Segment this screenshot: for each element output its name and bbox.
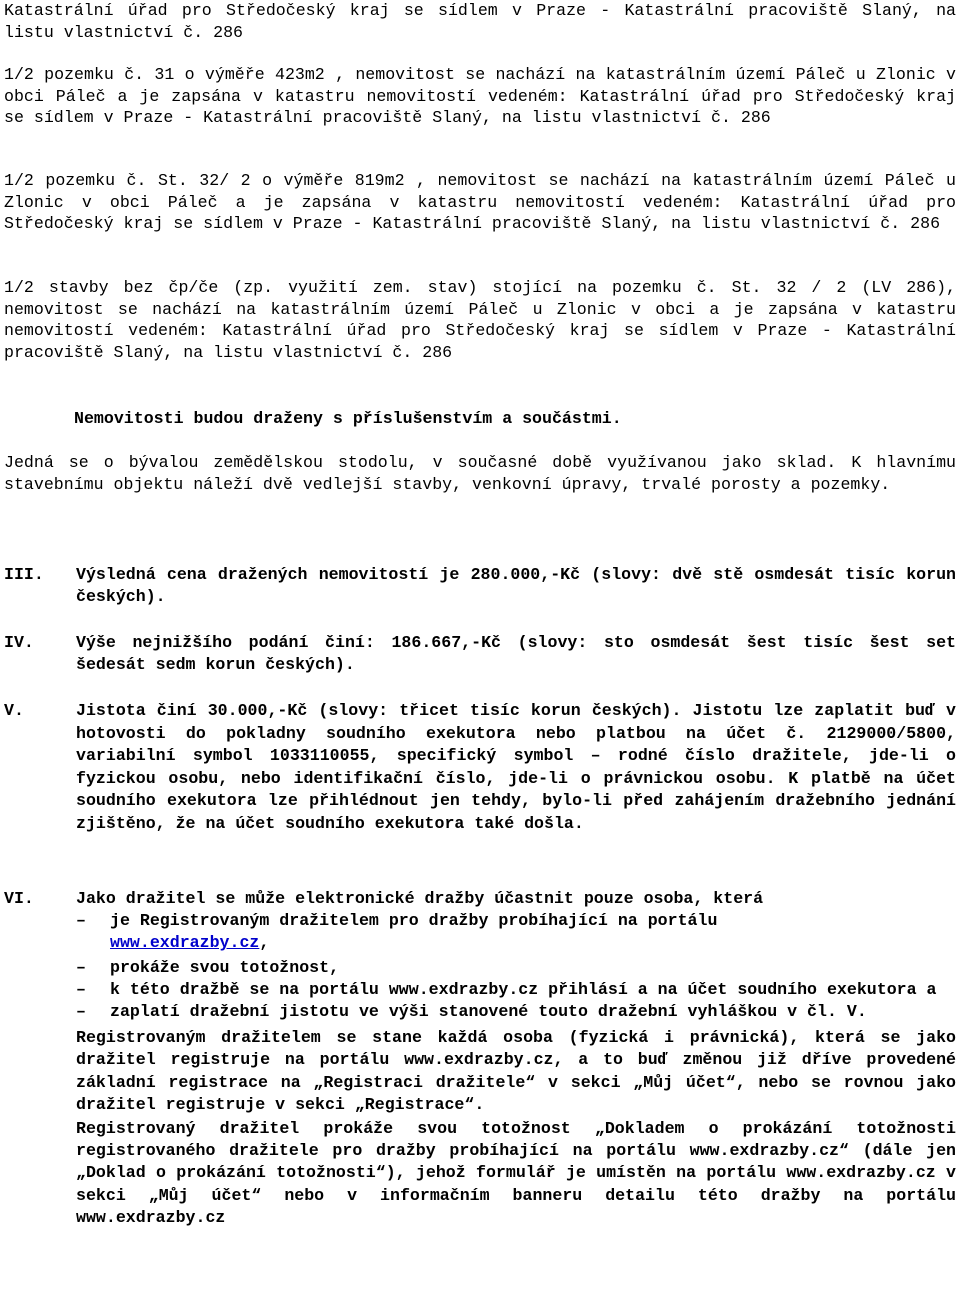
property-description: Jedná se o bývalou zemědělskou stodolu, v současné době využívanou jako sklad. K hlavnímu stavebnímu objektu náleží dvě vedlejší stavby, venkovní úpravy, trvalé porosty a pozemky. [4,453,956,494]
bullet-dash: – [76,1002,86,1022]
section-intro: Jako dražitel se může elektronické dražby účastnit pouze osoba, která [76,889,764,908]
bullet-text: zaplatí dražební jistotu ve výši stanovené touto dražební vyhláškou v čl. V. [110,1002,867,1022]
bullet-login [76,979,956,1001]
bullet-text: prokáže svou totožnost, [110,957,340,977]
section-number: IV. [4,633,34,652]
exdrazby-link[interactable]: www.exdrazby.cz [110,933,260,953]
bullet-dash: – [76,979,86,999]
bullet-deposit [76,1001,956,1023]
section-text: Jistota činí 30.000,-Kč (slovy: třicet tisíc korun českých). Jistotu lze zaplatit buď v hotovosti do pokladny soudního exekutora nebo platbou na účet č. 2129000/5800, variabilní symbol 1033110055, specifický symbol – rodné číslo dražitele, jde-li o fyzickou osobu, nebo identifikační číslo, jde-li o právnickou osobu. K platbě na účet soudního exekutora lze přihlédnout jen tehdy, bylo-li před zahájením dražebního jednání zjištěno, že na účet soudního exekutora také došla. [76,701,956,833]
section-iv-lowest-bid [4,632,956,675]
section-text: Výsledná cena dražených nemovitostí je 280.000,-Kč (slovy: dvě stě osmdesát tisíc korun českých). [76,565,956,606]
section-number: VI. [4,889,34,908]
bullet-text: je Registrovaným dražitelem pro dražby probíhající na portálu [110,911,718,931]
section-text: Výše nejnižšího podání činí: 186.667,-Kč (slovy: sto osmdesát šest tisíc šest set šedesát sedm korun českých). [76,633,956,674]
bullet-suffix: , [259,933,270,953]
bullet-registered [76,910,956,954]
section-v-deposit [4,700,956,836]
bullet-text: k této dražbě se na portálu www.exdrazby.cz přihlásí a na účet soudního exekutora a [110,979,937,999]
paragraph-land-31: 1/2 pozemku č. 31 o výměře 423m2 , nemovitost se nachází na katastrálním území Páleč u Zlonic v obci Páleč a je zapsána v katastru nemovitostí vedeném: Katastrální úřad pro Středočeský kraj se sídlem v Praze - Katastrální pracoviště Slaný, na listu vlastnictví č. 286 [4,65,956,128]
paragraph-building: 1/2 stavby bez čp/če (zp. využití zem. stav) stojící na pozemku č. St. 32 / 2 (LV 286), nemovitost se nachází na katastrálním území Páleč u Zlonic v obci a je zapsána v katastru nemovitostí vedeném: Katastrální úřad pro Středočeský kraj se sídlem v Praze - Katastrální pracoviště Slaný, na listu vlastnictví č. 286 [4,278,956,362]
paragraph-identity-proof: Registrovaný dražitel prokáže svou totožnost „Dokladem o prokázání totožnosti registrovaného dražitele pro dražby probíhající na portálu www.exdrazby.cz“ (dále jen „Doklad o prokázání totožnosti“), jehož formulář je umístěn na portálu www.exdrazby.cz v sekci „Můj účet“ nebo v informačním banneru detailu této dražby na portálu www.exdrazby.cz [76,1119,956,1227]
bullet-dash: – [76,957,86,977]
paragraph-registered-bidder: Registrovaným dražitelem se stane každá osoba (fyzická i právnická), která se jako dražitel registruje na portálu www.exdrazby.cz, a to buď změnou již dříve provedené základní registrace na „Registraci dražitele“ v sekci „Můj účet“, nebo se rovnou jako dražitel registruje v sekci „Registrace“. [76,1028,956,1114]
paragraph-land-st32: 1/2 pozemku č. St. 32/ 2 o výměře 819m2 , nemovitost se nachází na katastrálním území Páleč u Zlonic v obci Páleč a je zapsána v katastru nemovitostí vedeném: Katastrální úřad pro Středočeský kraj se sídlem v Praze - Katastrální pracoviště Slaný, na listu vlastnictví č. 286 [4,171,956,234]
bullet-dash: – [76,911,86,931]
section-vi-eligibility [4,888,956,1229]
bullet-identity [76,957,956,979]
paragraph-cadastre-continued: Katastrální úřad pro Středočeský kraj se sídlem v Praze - Katastrální pracoviště Slaný, na listu vlastnictví č. 286 [4,1,956,42]
accessories-note: Nemovitosti budou draženy s příslušenstvím a součástmi. [74,409,622,428]
section-number: III. [4,565,44,584]
section-number: V. [4,701,24,720]
section-iii-price [4,564,956,607]
